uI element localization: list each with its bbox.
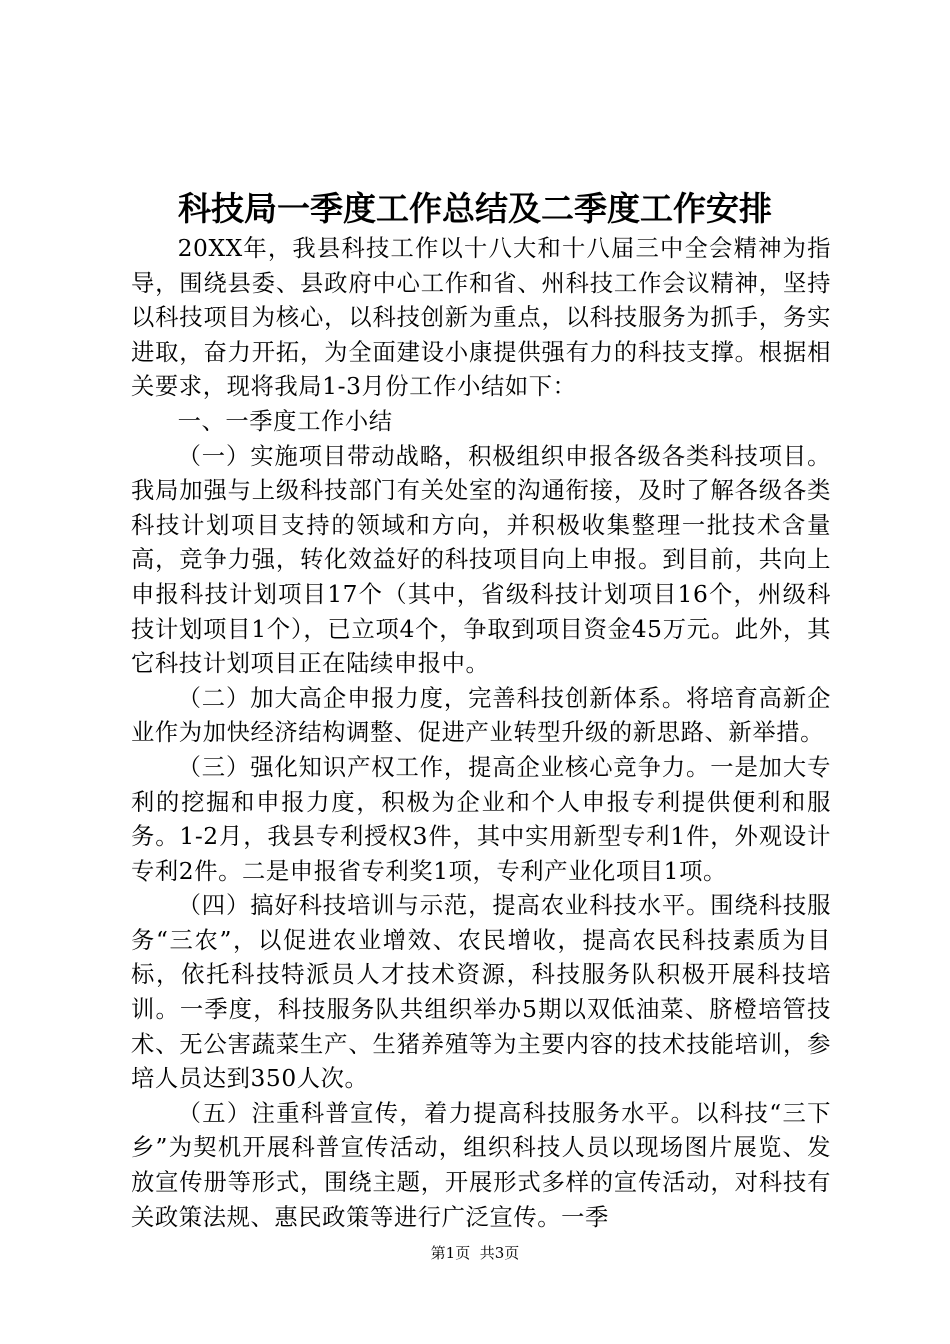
paragraph-item-5: （五）注重科普宣传，着力提高科技服务水平。以科技“三下乡”为契机开展科普宣传活动，组织科技人员以现场图片展览、发放宣传册等形式，围绕主题，开展形式多样的宣传活动，对科技有关政策法规、惠民政策等进行广泛宣传。一季 <box>131 1099 831 1231</box>
paragraph-item-2: （二）加大高企申报力度，完善科技创新体系。将培育高新企业作为加快经济结构调整、促进产业转型升级的新思路、新举措。 <box>131 684 831 747</box>
paragraph-intro: 20XX年，我县科技工作以十八大和十八届三中全会精神为指导，围绕县委、县政府中心工作和省、州科技工作会议精神，坚持以科技项目为核心，以科技创新为重点，以科技服务为抓手，务实进取，奋力开拓，为全面建设小康提供强有力的科技支撑。根据相关要求，现将我局1-3月份工作小结如下： <box>131 235 831 401</box>
page-footer <box>0 1242 950 1264</box>
document-body <box>131 232 831 1235</box>
page-total: 共3页 <box>479 1244 520 1262</box>
paragraph-item-4: （四）搞好科技培训与示范，提高农业科技水平。围绕科技服务“三农”，以促进农业增效、农民增收，提高农民科技素质为目标，依托科技特派员人才技术资源，科技服务队积极开展科技培训。一季度，科技服务队共组织举办5期以双低油菜、脐橙培管技术、无公害蔬菜生产、生猪养殖等为主要内容的技术技能培训，参培人员达到350人次。 <box>131 892 831 1093</box>
paragraph-item-3: （三）强化知识产权工作，提高企业核心竞争力。一是加大专利的挖掘和申报力度，积极为企业和个人申报专利提供便利和服务。1-2月，我县专利授权3件，其中实用新型专利1件，外观设计专利2件。二是申报省专利奖1项，专利产业化项目1项。 <box>131 753 831 885</box>
paragraph-item-1: （一）实施项目带动战略，积极组织申报各级各类科技项目。我局加强与上级科技部门有关处室的沟通衔接，及时了解各级各类科技计划项目支持的领域和方向，并积极收集整理一批技术含量高，竞争力强，转化效益好的科技项目向上申报。到目前，共向上申报科技计划项目17个（其中，省级科技计划项目16个，州级科技计划项目1个），已立项4个，争取到项目资金45万元。此外，其它科技计划项目正在陆续申报中。 <box>131 442 831 678</box>
section-heading-q1-summary: 一、一季度工作小结 <box>177 407 393 435</box>
page-number: 第1页 <box>430 1244 471 1262</box>
document-title: 科技局一季度工作总结及二季度工作安排 <box>178 189 772 228</box>
